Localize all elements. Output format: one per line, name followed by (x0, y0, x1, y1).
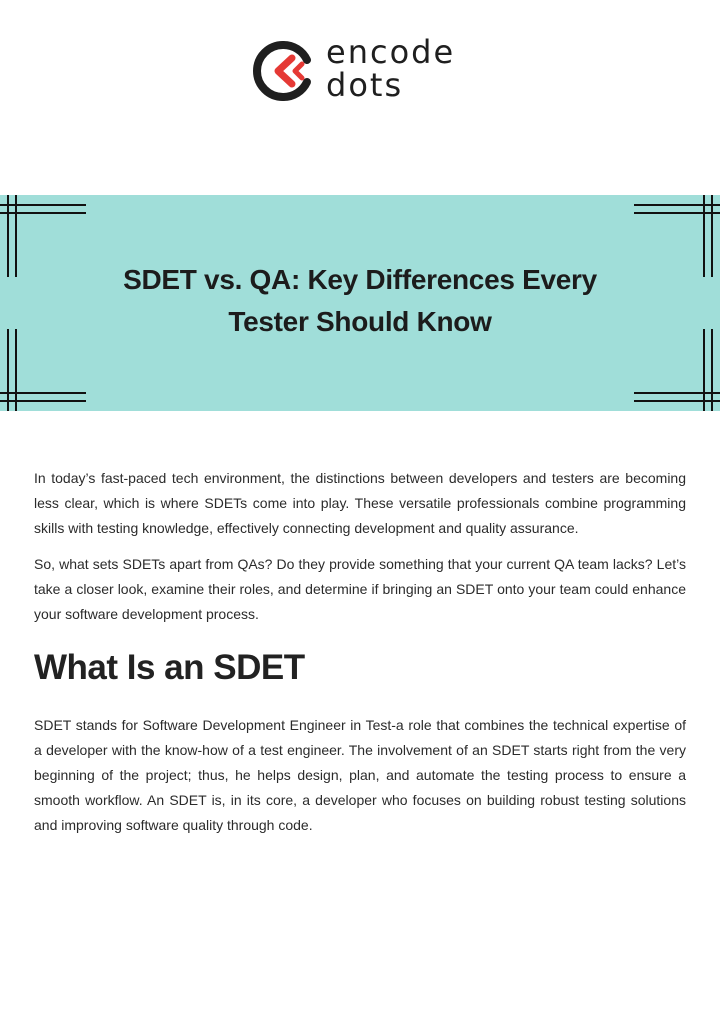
corner-frame-icon (0, 195, 90, 285)
corner-frame-icon (0, 321, 90, 411)
brand-logo (252, 33, 472, 106)
encodedots-logo-icon (252, 40, 314, 102)
intro-paragraph-2: So, what sets SDETs apart from QAs? Do they provide something that your current QA team lacks? Let’s take a closer look, examine their roles, and determine if bringing an SDET onto your team could enhance your software development process. (34, 556, 686, 622)
logo-word-dots: dots (326, 66, 404, 104)
logo-wordmark (326, 33, 456, 104)
logo-word-encode: encode (326, 33, 456, 71)
title-banner (0, 195, 720, 411)
section-paragraph: SDET stands for Software Development Engineer in Test-a role that combines the technical expertise of a developer with the know-how of a test engineer. The involvement of an SDET starts right from the very beginning of the project; thus, he helps design, plan, and automate the testing process to ensure a smooth workflow. An SDET is, in its core, a developer who focuses on building robust testing solutions and improving software quality through code. (34, 717, 686, 833)
article-body (34, 466, 686, 849)
corner-frame-icon (630, 321, 720, 411)
section-heading: What Is an SDET (34, 648, 305, 687)
corner-frame-icon (630, 195, 720, 285)
intro-paragraph-1: In today’s fast-paced tech environment, the distinctions between developers and testers are becoming less clear, which is where SDETs come into play. These versatile professionals combine programming skills with testing knowledge, effectively connecting development and quality assurance. (34, 470, 686, 536)
page-title: SDET vs. QA: Key Differences Every Tester Should Know (123, 264, 597, 337)
